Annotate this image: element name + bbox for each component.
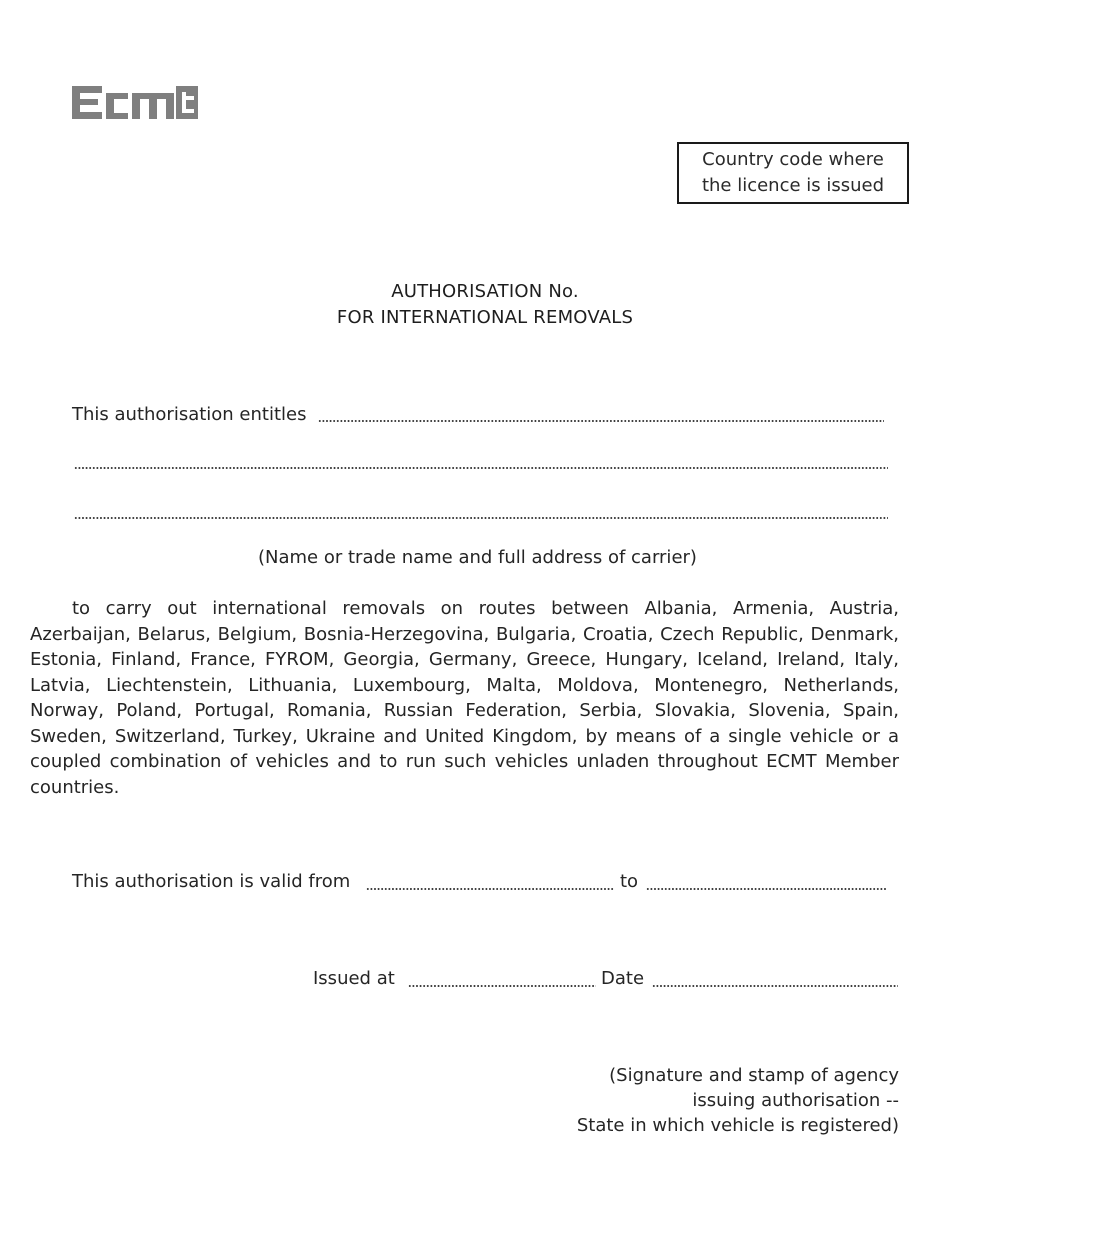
issued-at-label: Issued at <box>313 968 395 989</box>
issue-date-field[interactable] <box>652 985 898 987</box>
document-subtitle: FOR INTERNATIONAL REMOVALS <box>336 307 634 328</box>
document-title: AUTHORISATION No. <box>391 281 579 302</box>
issue-date-label: Date <box>601 968 645 989</box>
country-code-line-2: the licence is issued <box>701 175 885 196</box>
valid-to-field[interactable] <box>646 888 886 890</box>
validity-label: This authorisation is valid from <box>72 871 351 892</box>
carrier-name-field[interactable] <box>318 420 884 422</box>
carrier-address-field-1[interactable] <box>74 467 888 469</box>
ecmt-logo-mark <box>70 83 200 123</box>
signature-line-2: issuing authorisation -- <box>692 1090 899 1111</box>
entitles-label: This authorisation entitles <box>72 404 307 425</box>
country-code-line-1: Country code where <box>702 149 884 170</box>
carrier-caption: (Name or trade name and full address of carrier) <box>258 547 697 568</box>
valid-from-field[interactable] <box>366 888 614 890</box>
carrier-address-field-2[interactable] <box>74 517 888 519</box>
signature-line-3: State in which vehicle is registered) <box>576 1115 899 1136</box>
country-code-box <box>677 142 909 204</box>
issued-at-field[interactable] <box>408 985 596 987</box>
signature-line-1: (Signature and stamp of agency <box>609 1065 899 1086</box>
authorisation-body-text: to carry out international removals on routes between Albania, Armenia, Austria, Azerbaijan, Belarus, Belgium, Bosnia-Herzegovina, Bulgaria, Croatia, Czech Republic, Denmark, Estonia, Finland, France, FYROM, Georgia, Germany, Greece, Hungary, Iceland, Ireland, Italy, Latvia, Liechtenstein, Lithuania, Luxembourg, Malta, Moldova, Montenegro, Netherlands, Norway, Poland, Portugal, Romania, Russian Federation, Serbia, Slovakia, Slovenia, Spain, Sweden, Switzerland, Turkey, Ukraine and United Kingdom, by means of a single vehicle or a coupled combination of vehicles and to run such vehicles unladen throughout ECMT Member countries. <box>30 598 899 798</box>
validity-to-label: to <box>620 871 639 892</box>
ecmt-logo <box>70 83 200 123</box>
